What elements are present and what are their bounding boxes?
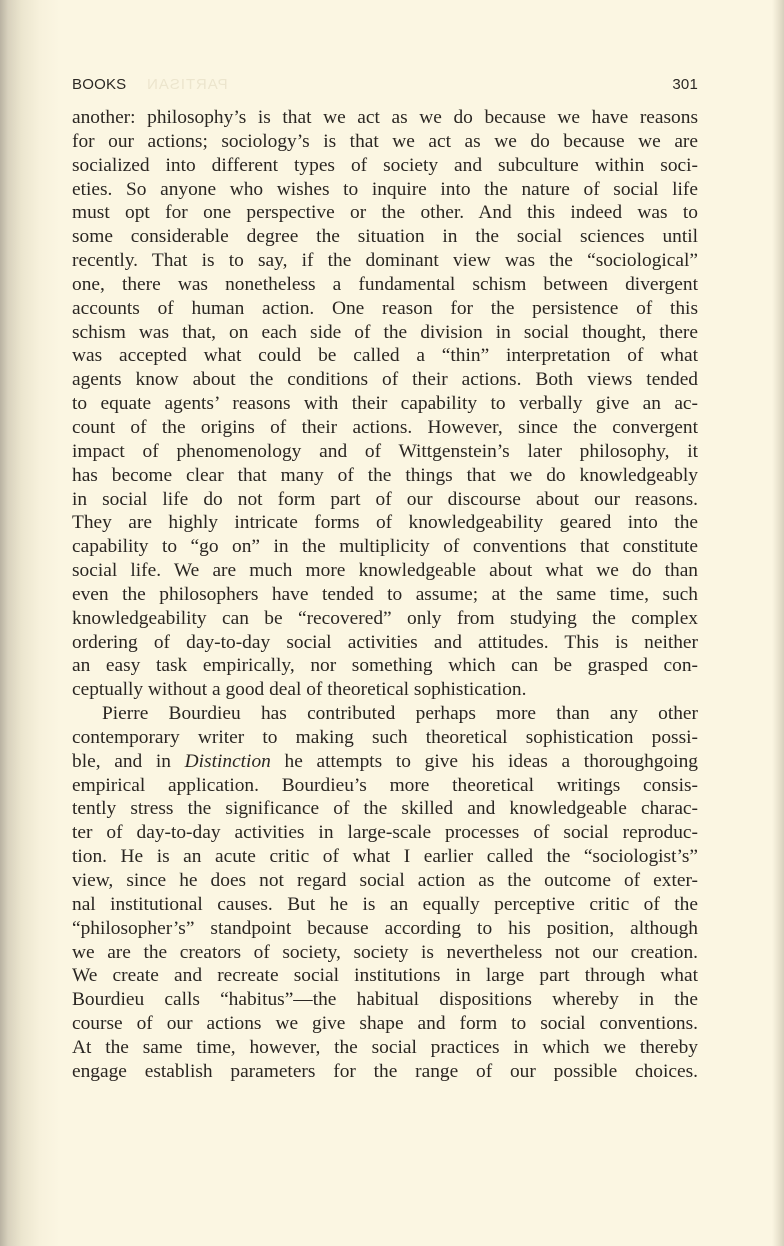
text-line: Bourdieu calls “habitus”—the habitual dispositions whereby in the: [72, 989, 698, 1011]
paragraph-1: [72, 106, 698, 702]
bleed-through-text: PARTISAN: [146, 76, 228, 93]
text-line: empirical application. Bourdieu’s more theoretical writings consis-: [72, 774, 698, 796]
text-line: for our actions; sociology’s is that we act as we do because we are: [72, 130, 698, 152]
text-line: agents know about the conditions of their actions. Both views tended: [72, 369, 698, 391]
paragraph-2: [72, 702, 698, 1084]
text-line: ordering of day-to-day social activities and attitudes. This is neither: [72, 631, 698, 653]
page-number: 301: [672, 76, 698, 93]
text-line: must opt for one perspective or the other. And this indeed was to: [72, 202, 698, 224]
text-line: recently. That is to say, if the dominant view was the “sociological”: [72, 250, 698, 272]
text-line: one, there was nonetheless a fundamental schism between divergent: [72, 273, 698, 295]
text-line: another: philosophy’s is that we act as we do because we have reasons: [72, 107, 698, 128]
text-line-with-title: [72, 750, 698, 774]
text-line: even the philosophers have tended to assume; at the same time, such: [72, 583, 698, 605]
text-fragment: ble, and in: [72, 750, 185, 772]
text-line: engage establish parameters for the range of our possible choices.: [72, 1060, 698, 1082]
text-line: some considerable degree the situation in the social sciences until: [72, 226, 698, 248]
section-title: BOOKS: [72, 76, 127, 93]
text-line: in social life do not form part of our discourse about our reasons.: [72, 488, 698, 510]
text-line: Pierre Bourdieu has contributed perhaps more than any other: [102, 703, 698, 725]
text-line: nal institutional causes. But he is an equally perceptive critic of the: [72, 893, 698, 915]
text-line: course of our actions we give shape and form to social conventions.: [72, 1013, 698, 1035]
text-line: ter of day-to-day activities in large-scale processes of social reproduc-: [72, 822, 698, 844]
text-line: tently stress the significance of the skilled and knowledgeable charac-: [72, 798, 698, 820]
text-line: an easy task empirically, nor something which can be grasped con-: [72, 655, 698, 677]
body-text: [72, 106, 698, 1084]
running-head: [72, 76, 698, 96]
text-line: We create and recreate social institutions in large part through what: [72, 965, 698, 987]
text-line: contemporary writer to making such theoretical sophistication possi-: [72, 726, 698, 748]
text-line: view, since he does not regard social action as the outcome of exter-: [72, 870, 698, 891]
text-line: has become clear that many of the things that we do knowledgeably: [72, 464, 698, 486]
text-line: capability to “go on” in the multiplicity of conventions that constitute: [72, 536, 698, 558]
text-fragment: he attempts to give his ideas a thoroughgoing: [270, 750, 698, 772]
text-line: ceptually without a good deal of theoretical sophistication.: [72, 679, 527, 701]
text-line: social life. We are much more knowledgeable about what we do than: [72, 560, 698, 582]
text-line: count of the origins of their actions. However, since the convergent: [72, 416, 698, 438]
text-line: eties. So anyone who wishes to inquire into the nature of social life: [72, 178, 698, 200]
text-line: socialized into different types of society and subculture within soci-: [72, 154, 698, 176]
text-line: At the same time, however, the social practices in which we thereby: [72, 1036, 698, 1058]
book-title-distinction: Distinction: [184, 750, 271, 772]
text-line: tion. He is an acute critic of what I earlier called the “sociologist’s”: [72, 846, 698, 868]
text-line: schism was that, on each side of the division in social thought, there: [72, 321, 698, 343]
text-line: “philosopher’s” standpoint because according to his position, although: [72, 917, 698, 939]
text-line: impact of phenomenology and of Wittgenstein’s later philosophy, it: [72, 440, 698, 462]
text-line: we are the creators of society, society is nevertheless not our creation.: [72, 941, 698, 963]
text-line: was accepted what could be called a “thin” interpretation of what: [72, 345, 698, 367]
text-line: to equate agents’ reasons with their capability to verbally give an ac-: [72, 393, 698, 415]
text-line: accounts of human action. One reason for the persistence of this: [72, 297, 698, 319]
text-line: They are highly intricate forms of knowledgeability geared into the: [72, 512, 698, 534]
text-line: knowledgeability can be “recovered” only from studying the complex: [72, 607, 698, 629]
